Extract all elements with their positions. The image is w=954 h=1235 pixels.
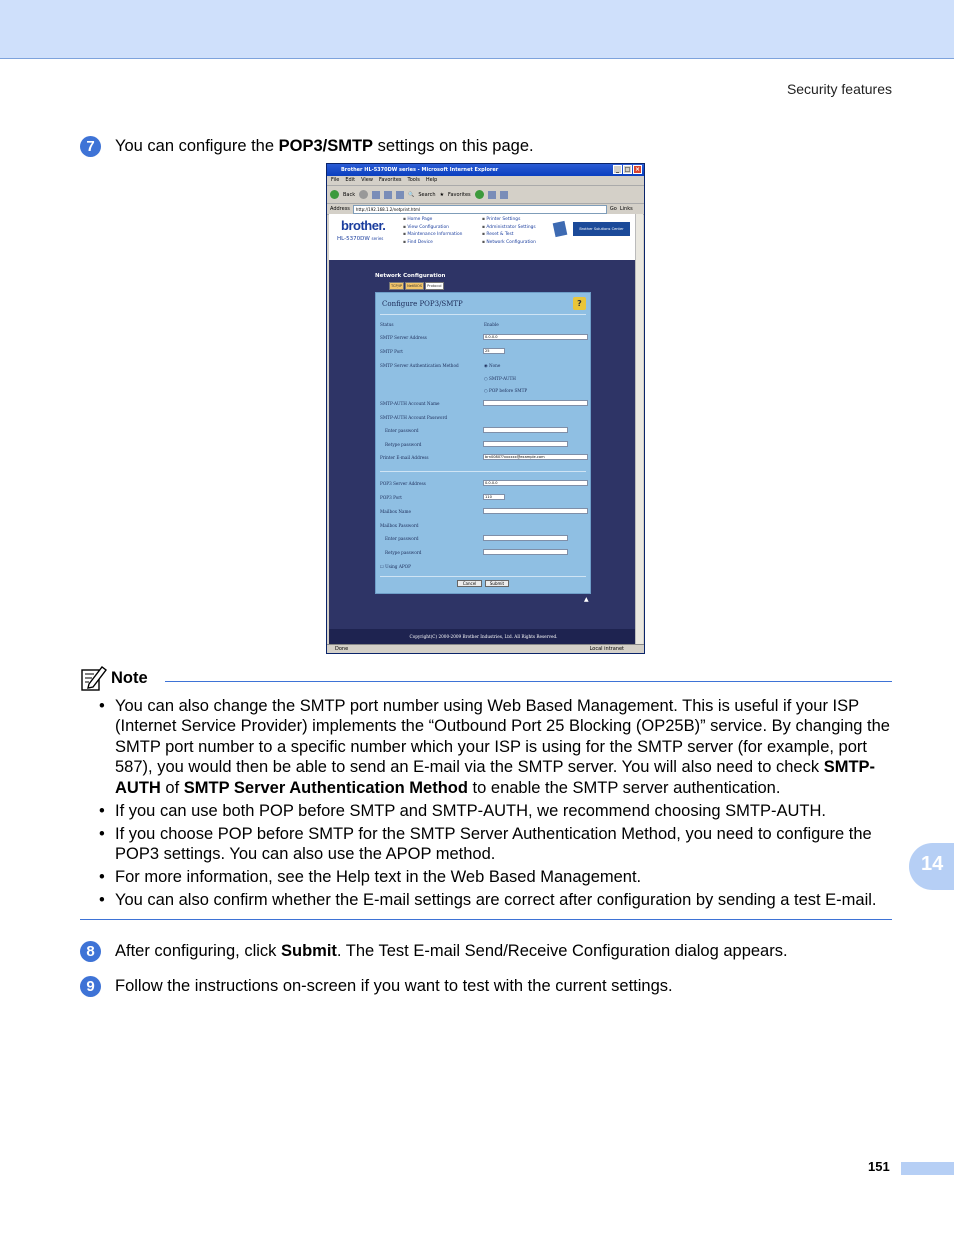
note-bullet-2: • If you can use both POP before SMTP and SMTP-AUTH, we recommend choosing SMTP-AUTH.	[97, 801, 894, 821]
page-header-band	[0, 0, 954, 59]
browser-toolbar	[327, 186, 644, 204]
smtp-server-address-input[interactable]: 0.0.0.0	[483, 334, 588, 340]
step-9-text: Follow the instructions on-screen if you want to test with the current settings.	[115, 977, 673, 995]
tab-netbios[interactable]: NetBIOS	[407, 284, 423, 288]
network-config-title: Network Configuration	[375, 273, 446, 279]
divider	[380, 576, 586, 577]
content-area	[329, 260, 638, 645]
config-tabs	[389, 282, 444, 290]
mailbox-retype-password-input[interactable]	[483, 549, 568, 555]
mail-icon[interactable]	[488, 191, 496, 199]
search-icon[interactable]: 🔍	[408, 191, 415, 198]
globe-icon	[553, 221, 568, 237]
browser-scrollbar[interactable]	[635, 214, 643, 645]
note-top-rule	[165, 681, 892, 682]
maximize-icon[interactable]: □	[624, 166, 631, 173]
submit-button[interactable]: Submit	[485, 580, 509, 587]
note-bullet-1: • You can also change the SMTP port number using Web Based Management. This is useful if your ISP (Internet Service Provider) implements the “Outbound Port 25 Blocking (OP25B)” service. By changing the SMTP port number to a specific number which your ISP is using for the SMTP server (for example, port 587), you would then be able to send an E-mail via the SMTP server. You will also need to check SMTP-AUTH of SMTP Server Authentication Method to enable the SMTP server authentication.	[97, 696, 894, 798]
note-bottom-rule	[80, 919, 892, 920]
minimize-icon[interactable]: _	[613, 165, 622, 174]
tab-tcpip[interactable]: TCP/IP	[391, 284, 403, 288]
section-title: Security features	[786, 81, 892, 97]
nav-left	[403, 216, 462, 246]
smtp-enter-password-input[interactable]	[483, 427, 568, 433]
forward-icon[interactable]	[359, 190, 368, 199]
status-done: Done	[335, 646, 349, 652]
mailbox-name-input[interactable]	[483, 508, 588, 514]
note-bullet-4: • For more information, see the Help text in the Web Based Management.	[97, 867, 894, 887]
close-icon[interactable]: ×	[634, 166, 641, 173]
nav-link-maintenance-information[interactable]: ▪ Maintenance Information	[403, 231, 462, 239]
copyright-footer: Copyright(C) 2000-2009 Brother Industries, Ltd. All Rights Reserved.	[329, 629, 638, 645]
menu-help[interactable]: Help	[425, 177, 438, 183]
nav-link-printer-settings[interactable]: ▪ Printer Settings	[482, 216, 536, 224]
menu-favorites[interactable]: Favorites	[378, 177, 402, 183]
nav-right	[482, 216, 536, 246]
brother-logo: brother.	[341, 218, 386, 233]
divider	[380, 471, 586, 472]
printer-model: HL-5370DW series	[337, 236, 384, 242]
browser-menu-bar	[327, 176, 644, 186]
pop3-smtp-panel: Configure POP3/SMTP ? Status Enable SMTP Server Address 0.0.0.0 SMTP Port 25 SMTP Server Authentication Method ◉ None ○ SMTP-AUTH ○ POP before SMTP SMTP-AUTH Account Name SMTP-AUTH Account Password Enter password Retype password Printer E-mail Address brn0080??xxxxxx@example.com POP3 Server Address 0.0.0.0 POP3 Port 110 Mailbox Name Mailbox Password Enter password Retype password ☐ Using APOP Cancel Submit	[375, 292, 591, 594]
menu-edit[interactable]: Edit	[345, 177, 356, 183]
nav-link-home-page[interactable]: ▪ Home Page	[403, 216, 462, 224]
note-bullets	[97, 696, 894, 913]
go-button[interactable]: Go	[609, 206, 617, 212]
media-icon[interactable]	[475, 190, 484, 199]
print-icon[interactable]	[500, 191, 508, 199]
status-zone: Local intranet	[589, 646, 624, 652]
nav-link-view-configuration[interactable]: ▪ View Configuration	[403, 224, 462, 232]
status-value: Enable	[484, 322, 499, 327]
browser-window-title: Brother HL-5370DW series - Microsoft Internet Explorer	[341, 167, 499, 173]
cancel-button[interactable]: Cancel	[457, 580, 482, 587]
nav-link-find-device[interactable]: ▪ Find Device	[403, 239, 462, 247]
stop-icon[interactable]	[372, 191, 380, 199]
back-label[interactable]: Back	[343, 191, 356, 198]
step-number-8: 8	[80, 941, 101, 962]
web-page	[329, 214, 638, 645]
chapter-tab	[909, 843, 954, 890]
menu-tools[interactable]: Tools	[407, 177, 420, 183]
refresh-icon[interactable]	[384, 191, 392, 199]
menu-view[interactable]: View	[361, 177, 373, 183]
tab-protocol[interactable]: Protocol	[427, 284, 442, 288]
search-label[interactable]: Search	[418, 191, 436, 198]
auth-pop-before-smtp-radio[interactable]: ○ POP before SMTP	[484, 388, 527, 393]
browser-title-bar	[327, 164, 644, 176]
web-page-header	[329, 214, 638, 260]
printer-email-input[interactable]: brn0080??xxxxxx@example.com	[483, 454, 588, 460]
nav-link-reset-test[interactable]: ▪ Reset & Test	[482, 231, 536, 239]
divider	[380, 314, 586, 315]
mailbox-enter-password-input[interactable]	[483, 535, 568, 541]
step-8-text: After configuring, click Submit. The Test E-mail Send/Receive Configuration dialog appears.	[115, 942, 788, 960]
solutions-center-banner[interactable]: Brother Solutions Center	[573, 222, 630, 236]
note-label: Note	[111, 669, 148, 687]
smtp-auth-account-name-input[interactable]	[483, 400, 588, 406]
home-icon[interactable]	[396, 191, 404, 199]
pop3-server-address-input[interactable]: 0.0.0.0	[483, 480, 588, 486]
using-apop-checkbox[interactable]: ☐ Using APOP	[380, 564, 411, 569]
favorites-icon[interactable]: ★	[439, 191, 445, 198]
links-label[interactable]: Links	[619, 206, 633, 212]
page-number-bar	[901, 1162, 954, 1175]
address-input[interactable]: http://192.168.1.2/netprint.html	[353, 205, 607, 214]
pop3-port-input[interactable]: 110	[483, 494, 505, 500]
note-icon	[80, 664, 108, 692]
auth-smtp-auth-radio[interactable]: ○ SMTP-AUTH	[484, 376, 516, 381]
panel-title: Configure POP3/SMTP	[382, 300, 463, 308]
help-icon[interactable]: ?	[573, 297, 586, 310]
note-bullet-5: • You can also confirm whether the E-mail settings are correct after configuration by sending a test E-mail.	[97, 890, 894, 910]
smtp-port-input[interactable]: 25	[483, 348, 505, 354]
address-label: Address	[330, 206, 350, 212]
menu-file[interactable]: File	[331, 177, 340, 183]
browser-screenshot	[326, 163, 645, 654]
note-bullet-3: • If you choose POP before SMTP for the SMTP Server Authentication Method, you need to configure the POP3 settings. You can also use the APOP method.	[97, 824, 894, 865]
nav-link-administrator-settings[interactable]: ▪ Administrator Settings	[482, 224, 536, 232]
step-number-7: 7	[80, 136, 101, 157]
back-icon[interactable]	[330, 190, 339, 199]
smtp-retype-password-input[interactable]	[483, 441, 568, 447]
nav-link-network-configuration[interactable]: ▪ Network Configuration	[482, 239, 536, 247]
chapter-number: 14	[921, 853, 944, 875]
step-number-9: 9	[80, 976, 101, 997]
favorites-label[interactable]: Favorites	[448, 191, 471, 198]
scroll-top-icon[interactable]: ▲	[584, 596, 589, 603]
browser-status-bar	[327, 644, 644, 653]
step-7-text: You can configure the POP3/SMTP settings on this page.	[115, 137, 534, 155]
auth-none-radio[interactable]: ◉ None	[484, 363, 500, 368]
page-number: 151	[868, 1159, 890, 1174]
